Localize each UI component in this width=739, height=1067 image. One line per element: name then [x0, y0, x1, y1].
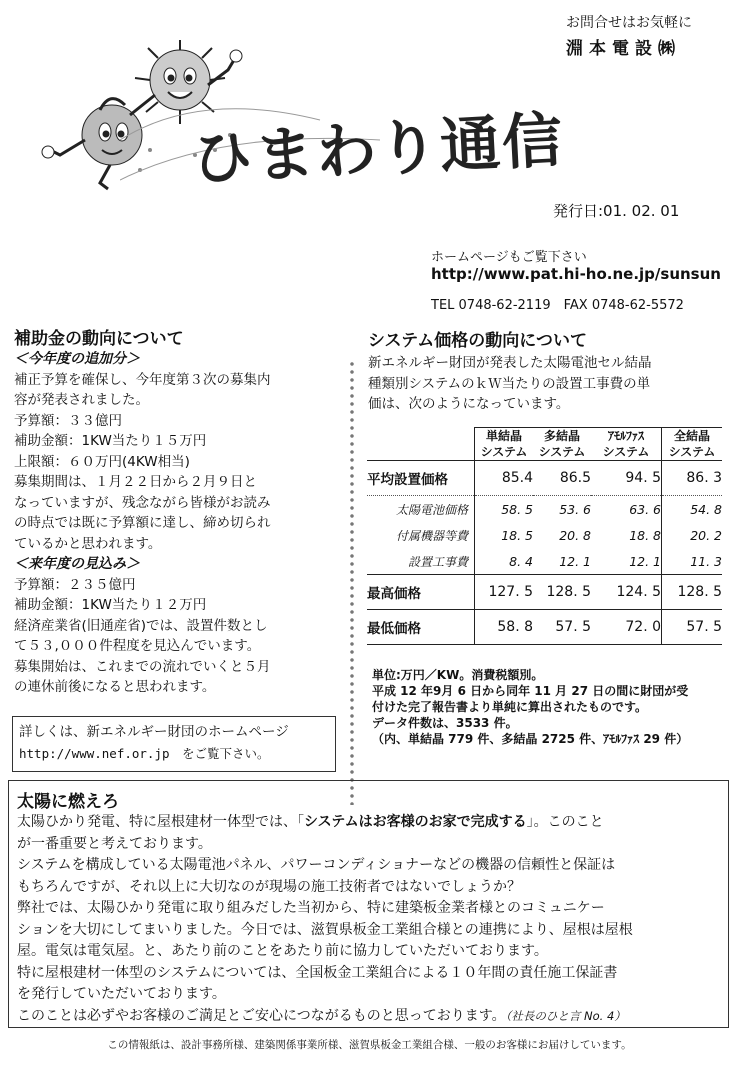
link-box-line: 詳しくは、新エネルギー財団のホームページ — [19, 724, 289, 740]
sun-section-text — [17, 812, 720, 1027]
text-line: 補助金額：1KW当たり１５万円 — [14, 433, 207, 449]
tel-fax: TEL 0748-62-2119 FAX 0748-62-5572 — [431, 298, 684, 313]
table-header-row — [367, 428, 722, 461]
column-header: 単結晶 システム — [475, 428, 534, 461]
table-row — [367, 575, 722, 610]
signature: （社長のひと言 No. 4） — [505, 1008, 626, 1023]
text-line: が一番重要と考えております。 — [17, 835, 212, 852]
table-cell: 18. 8 — [629, 527, 661, 543]
table-cell: 8. 4 — [475, 548, 534, 575]
bold-phrase: システムはお客様のお家で完成する — [304, 814, 527, 830]
this-year-heading: ＜今年度の追加分＞ — [14, 351, 140, 367]
text-line: 上限額：６０万円(4KW相当) — [14, 453, 190, 470]
row-label: 太陽電池価格 — [367, 496, 475, 523]
system-price-title: システム価格の動向について — [368, 331, 587, 351]
text-line: 予算額：２３５億円 — [14, 576, 136, 593]
note-line: データ件数は、3533 件。 — [372, 716, 518, 730]
next-year-text — [14, 575, 336, 698]
sun-section-box — [8, 780, 729, 1028]
text-line: 特に屋根建材一体型のシステムについては、全国板金工業組合による１０年間の責任施工保証書 — [17, 964, 618, 981]
text-line: システムを構成している太陽電池パネル、パワーコンディショナーなどの機器の信頼性と保証は — [17, 857, 616, 873]
table-cell: 127. 5 — [475, 575, 534, 610]
table-notes — [372, 667, 732, 747]
table-cell: 94. 5 — [591, 461, 662, 496]
contact-line: お問合せはお気軽に — [566, 15, 692, 31]
row-label: 最低価格 — [367, 610, 475, 645]
row-label: 設置工事費 — [407, 554, 468, 569]
text-line: 経済産業省(旧通産省)では、設置件数とし — [14, 617, 268, 634]
column-header: 全結晶 システム — [662, 428, 723, 461]
table-row — [367, 610, 722, 645]
text-line: て５３,０００件程度を見込んでいます。 — [14, 638, 261, 654]
next-year-heading: ＜来年度の見込み＞ — [14, 556, 140, 572]
text-line: 補助金額：1KW当たり１２万円 — [14, 597, 207, 613]
table-cell: 20. 8 — [559, 527, 591, 543]
text-line: を発行していただいております。 — [17, 986, 226, 1002]
table-cell: 53. 6 — [533, 496, 591, 523]
text-line: の連休前後になると思われます。 — [14, 679, 216, 695]
table-cell: 86. 3 — [662, 461, 723, 496]
row-label: 最高価格 — [367, 575, 475, 610]
note-line: （内、単結晶 779 件、多結晶 2725 件、ｱﾓﾙﾌｧｽ 29 件） — [372, 732, 689, 746]
text-line: 屋。電気は電気屋。と、あたり前のことをあたり前に協力していただいております。 — [17, 943, 548, 959]
note-line: 単位:万円／KW。消費税額別。 — [372, 668, 544, 682]
row-label: 付属機器等費 — [395, 528, 468, 543]
table-cell: 18. 5 — [475, 522, 534, 548]
text-line: もちろんですが、それ以上に大切なのが現場の施工技術者ではないでしょうか？ — [17, 878, 521, 895]
column-header: ｱﾓﾙﾌｧｽ システム — [591, 428, 662, 461]
price-table — [367, 427, 722, 645]
newsletter-title: ひまわり通信 — [190, 105, 566, 195]
nef-link[interactable]: http://www.nef.or.jp をご覧下さい。 — [19, 746, 270, 761]
footer-note: この情報紙は、設計事務所様、建築関係事業所様、滋賀県板金工業組合様、一般のお客様にお届けしています。 — [107, 1039, 632, 1051]
row-label: 平均設置価格 — [367, 461, 475, 496]
note-line: 付けた完了報告書より単純に算出されたものです。 — [372, 700, 648, 714]
text-line: このことは必ずやお客様のご満足とご安心につながるものと思っております。（社長のひと言 No. 4） — [17, 1007, 626, 1024]
system-price-intro — [368, 353, 728, 415]
company-name: 淵本電設㈱ — [566, 39, 681, 59]
text-line: ションを大切にしてまいりました。今日では、滋賀県板金工業組合様との連携により、屋根は屋根 — [17, 921, 633, 938]
text-line: 新エネルギー財団が発表した太陽電池セル結晶 — [368, 355, 652, 371]
nef-link-box — [12, 716, 336, 772]
table-cell: 57. 5 — [533, 610, 591, 645]
table-cell: 58. 8 — [475, 610, 534, 645]
dotted-divider — [347, 360, 357, 805]
text-line: 太陽ひかり発電、特に屋根建材一体型では、「システムはお客様のお家で完成する」。このこと — [17, 814, 604, 830]
table-row — [367, 522, 722, 548]
text-line: 種類別システムのｋＷ当たりの設置工事費の単 — [368, 375, 651, 392]
table-cell: 63. 6 — [591, 496, 662, 523]
table-cell: 54. 8 — [662, 496, 723, 523]
text-line: 補正予算を確保し、今年度第３次の募集内 — [14, 371, 271, 388]
subsidy-section — [14, 324, 336, 698]
table-cell: 58. 5 — [475, 496, 534, 523]
text-line: なっていますが、残念ながら皆様がお読み — [14, 494, 271, 511]
text-line: 募集期間は、１月２２日から２月９日と — [14, 474, 257, 490]
this-year-text — [14, 370, 336, 555]
issue-date: 発行日:01. 02. 01 — [553, 202, 680, 220]
sun-section-title: 太陽に燃えろ — [17, 792, 119, 812]
table-cell: 128. 5 — [662, 575, 723, 610]
note-line: 平成 12 年9月 6 日から同年 11 月 27 日の間に財団が受 — [372, 684, 689, 698]
system-price-section — [368, 326, 728, 415]
text-line: の時点では既に予算額に達し、締め切られ — [14, 515, 271, 531]
table-cell: 124. 5 — [591, 575, 662, 610]
text-line: 予算額：３３億円 — [14, 412, 122, 429]
text-line: 募集開始は、これまでの流れでいくと５月 — [14, 658, 271, 675]
subsidy-title: 補助金の動向について — [14, 329, 184, 349]
table-cell: 12. 1 — [559, 553, 591, 569]
text-line: ているかと思われます。 — [14, 535, 162, 552]
table-row — [367, 548, 722, 575]
table-cell: 72. 0 — [591, 610, 662, 645]
table-cell: 12. 1 — [629, 553, 661, 569]
text-line: 価は、次のようになっています。 — [368, 396, 570, 412]
text-line: 容が発表されました。 — [14, 392, 149, 408]
homepage-note: ホームページもご覧下さい — [431, 250, 587, 265]
text-line: 弊社では、太陽ひかり発電に取り組みだした当初から、特に建築板金業者様とのコミュニケー — [17, 900, 605, 916]
table-cell: 11. 3 — [662, 548, 723, 575]
table-cell: 57. 5 — [662, 610, 723, 645]
table-row — [367, 461, 722, 496]
table-row — [367, 496, 722, 523]
table-cell: 85.4 — [475, 461, 534, 496]
table-cell: 86.5 — [533, 461, 591, 496]
table-cell: 20. 2 — [662, 522, 723, 548]
table-cell: 128. 5 — [533, 575, 591, 610]
column-header: 多結晶 システム — [533, 428, 591, 461]
homepage-url[interactable]: http://www.pat.hi-ho.ne.jp/sunsun — [431, 265, 721, 283]
